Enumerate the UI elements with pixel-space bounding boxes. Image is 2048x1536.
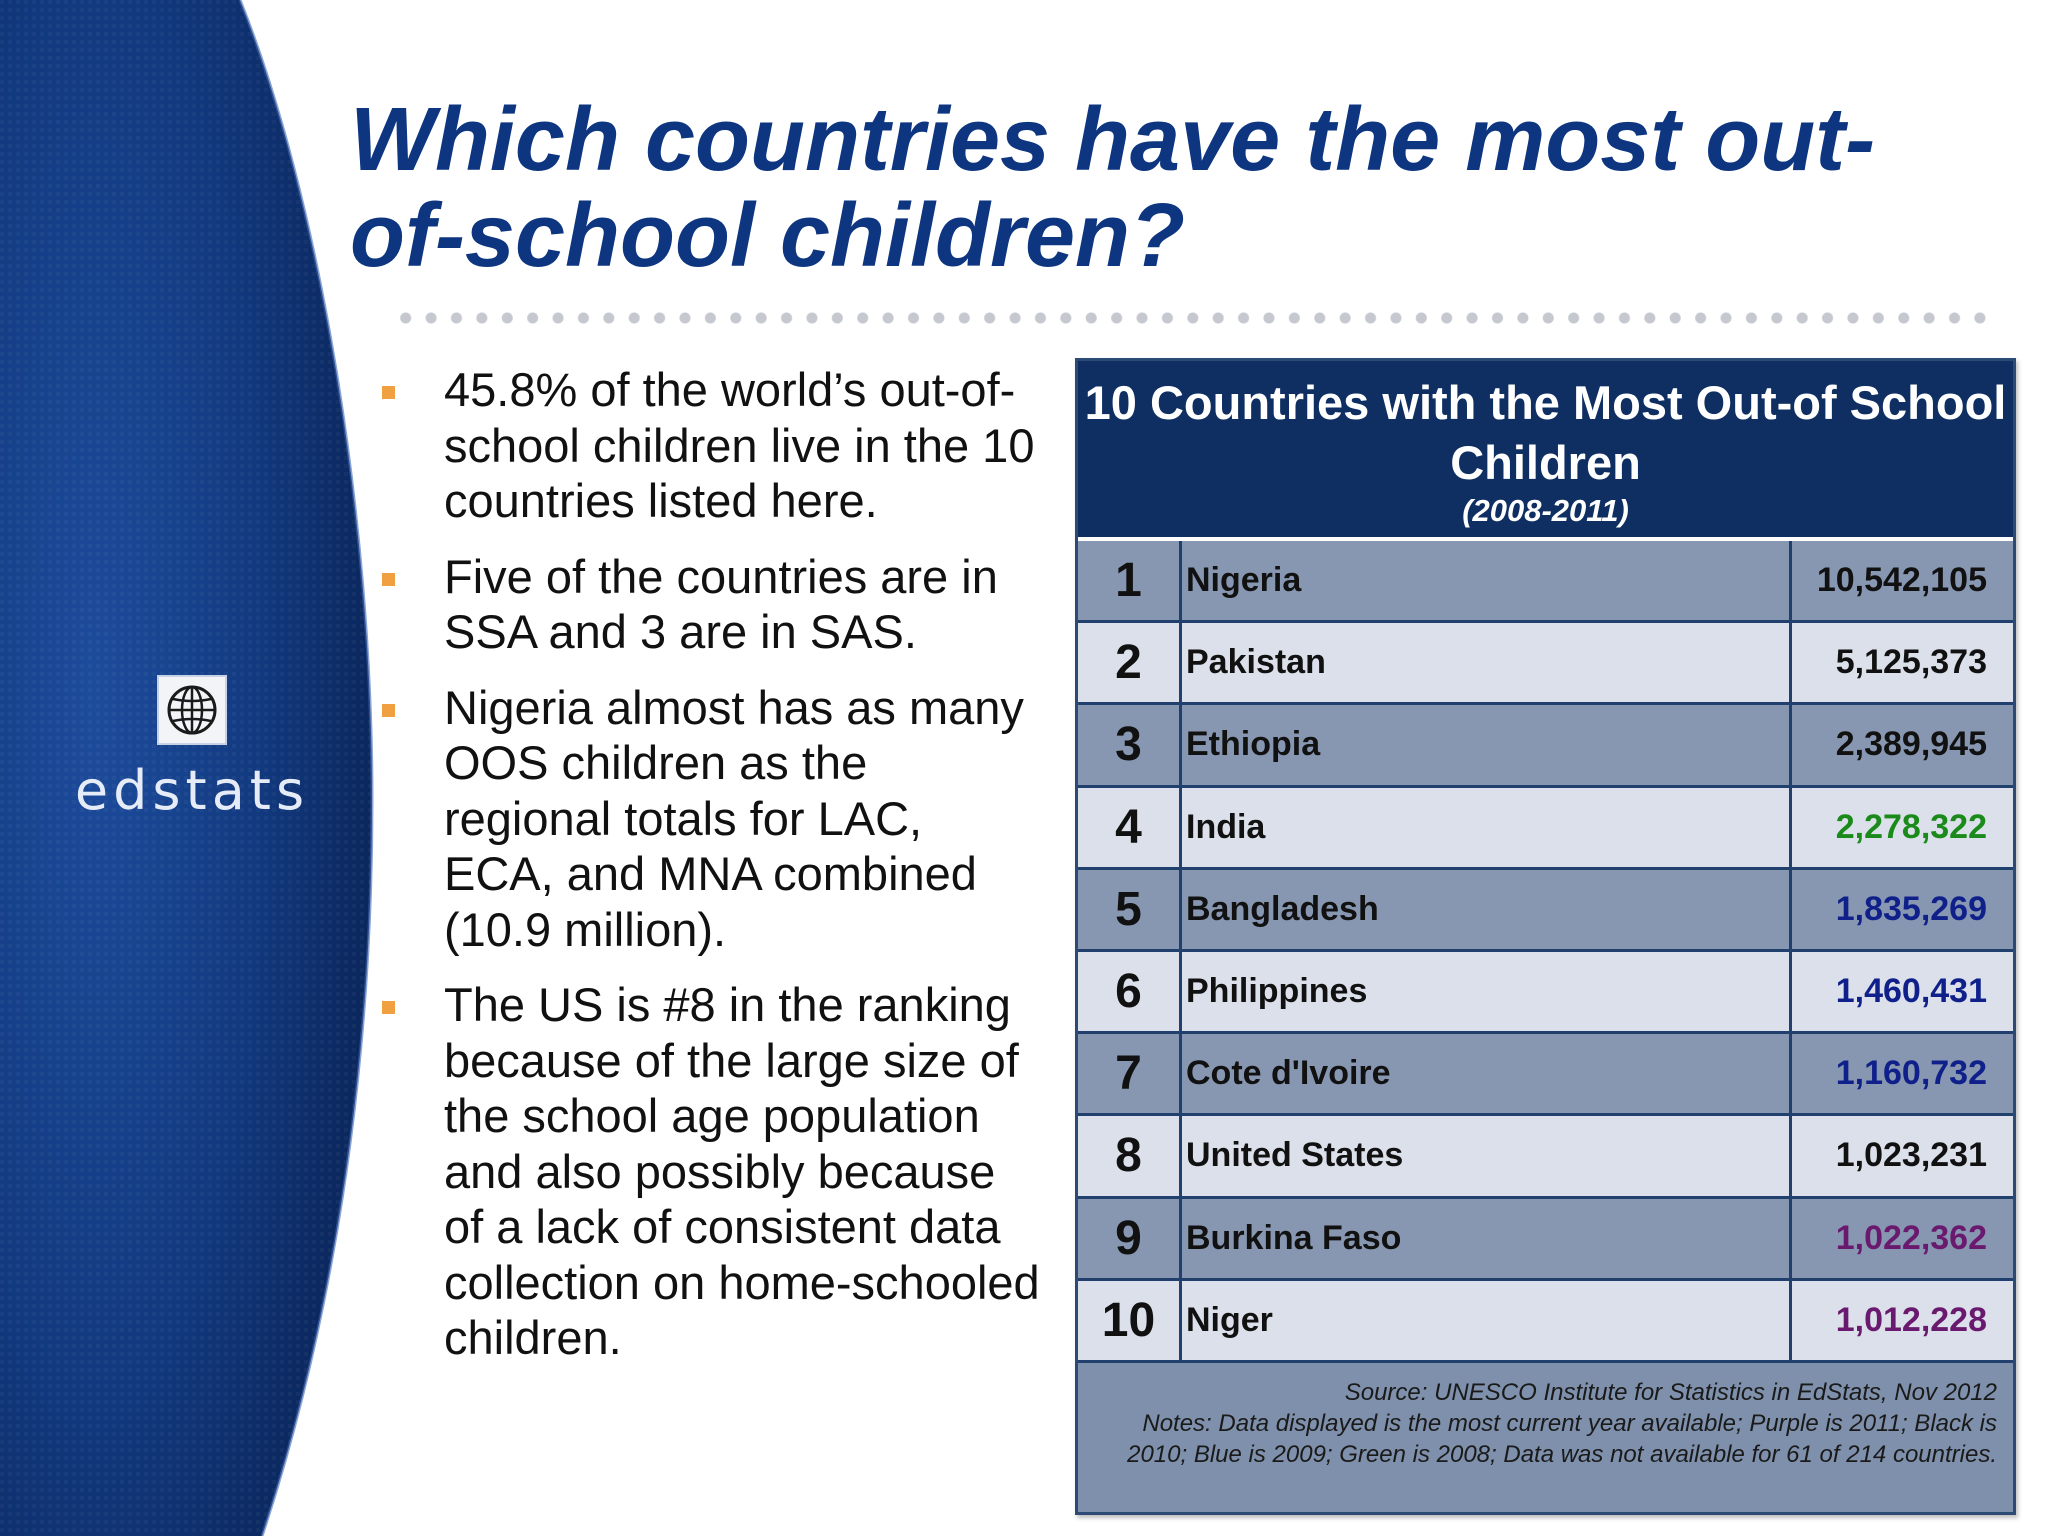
value-cell: 5,125,373 — [1835, 643, 1987, 682]
table-row — [1078, 623, 2013, 705]
logo-text: edstats — [74, 759, 310, 822]
country-cell: Pakistan — [1182, 623, 1792, 702]
rank-cell: 5 — [1078, 870, 1182, 949]
table-row — [1078, 541, 2013, 623]
bullet-square-icon — [382, 386, 395, 399]
rank-cell: 2 — [1078, 623, 1182, 702]
table-row — [1078, 705, 2013, 787]
rank-cell: 9 — [1078, 1199, 1182, 1278]
value-cell: 1,023,231 — [1835, 1136, 1987, 1175]
country-cell: Philippines — [1182, 952, 1792, 1031]
value-cell: 1,160,732 — [1835, 1054, 1987, 1093]
value-cell: 1,835,269 — [1835, 889, 1987, 928]
table-row — [1078, 1116, 2013, 1198]
bullet-item — [382, 680, 1042, 958]
rank-cell: 4 — [1078, 788, 1182, 867]
bullet-item — [382, 362, 1042, 529]
page-title: Which countries have the most out-of-school children? — [350, 90, 1876, 286]
table-row — [1078, 1034, 2013, 1116]
bullet-text: The US is #8 in the ranking because of the large size of the school age population and also possibly because of a lack of consistent data collection on home-schooled children. — [444, 978, 1040, 1364]
notes-text: Notes: Data displayed is the most current year available; Purple is 2011; Black is 2010; Blue is 2009; Green is 2008; Data was not available for 61 of 214 countries. — [1127, 1409, 1997, 1468]
source-text: Source: UNESCO Institute for Statistics in EdStats, Nov 2012 — [1344, 1378, 1997, 1406]
table-notes — [1078, 1363, 2013, 1470]
bullet-square-icon — [382, 573, 395, 586]
bullet-square-icon — [382, 704, 395, 717]
table-header — [1078, 361, 2013, 541]
rank-cell: 10 — [1078, 1281, 1182, 1360]
bullet-item — [382, 977, 1042, 1366]
table-row — [1078, 1281, 2013, 1363]
bullet-text: Five of the countries are in SSA and 3 are in SAS. — [444, 549, 998, 658]
bullet-text: Nigeria almost has as many OOS children as the regional totals for LAC, ECA, and MNA combined (10.9 million). — [444, 680, 1024, 956]
country-cell: Cote d'Ivoire — [1182, 1034, 1792, 1113]
value-cell: 2,278,322 — [1835, 807, 1987, 846]
country-cell: Bangladesh — [1182, 870, 1792, 949]
globe-icon — [165, 683, 219, 737]
table-subtitle: (2008-2011) — [1462, 493, 1629, 528]
value-cell: 2,389,945 — [1835, 725, 1987, 764]
value-cell: 10,542,105 — [1816, 561, 1987, 600]
value-cell: 1,012,228 — [1835, 1300, 1987, 1339]
rank-cell: 6 — [1078, 952, 1182, 1031]
value-cell: 1,460,431 — [1835, 972, 1987, 1011]
table-title: 10 Countries with the Most Out-of School Children — [1084, 376, 2007, 489]
country-cell: Nigeria — [1182, 541, 1792, 620]
bullet-text: 45.8% of the world’s out-of-school children live in the 10 countries listed here. — [444, 363, 1035, 527]
table-row — [1078, 870, 2013, 952]
value-cell: 1,022,362 — [1835, 1218, 1987, 1257]
country-cell: Niger — [1182, 1281, 1792, 1360]
table-row — [1078, 1199, 2013, 1281]
rank-cell: 8 — [1078, 1116, 1182, 1195]
country-cell: India — [1182, 788, 1792, 867]
ranking-table — [1075, 358, 2016, 1515]
table-row — [1078, 952, 2013, 1034]
edstats-logo — [62, 675, 322, 822]
logo-box — [157, 675, 227, 745]
rank-cell: 7 — [1078, 1034, 1182, 1113]
bullet-list — [382, 362, 1042, 1386]
rank-cell: 3 — [1078, 705, 1182, 784]
bullet-item — [382, 549, 1042, 660]
bullet-square-icon — [382, 1001, 395, 1014]
table-rows — [1078, 541, 2013, 1363]
country-cell: Ethiopia — [1182, 705, 1792, 784]
rank-cell: 1 — [1078, 541, 1182, 620]
country-cell: Burkina Faso — [1182, 1199, 1792, 1278]
table-row — [1078, 788, 2013, 870]
country-cell: United States — [1182, 1116, 1792, 1195]
dotted-divider — [393, 312, 1993, 324]
